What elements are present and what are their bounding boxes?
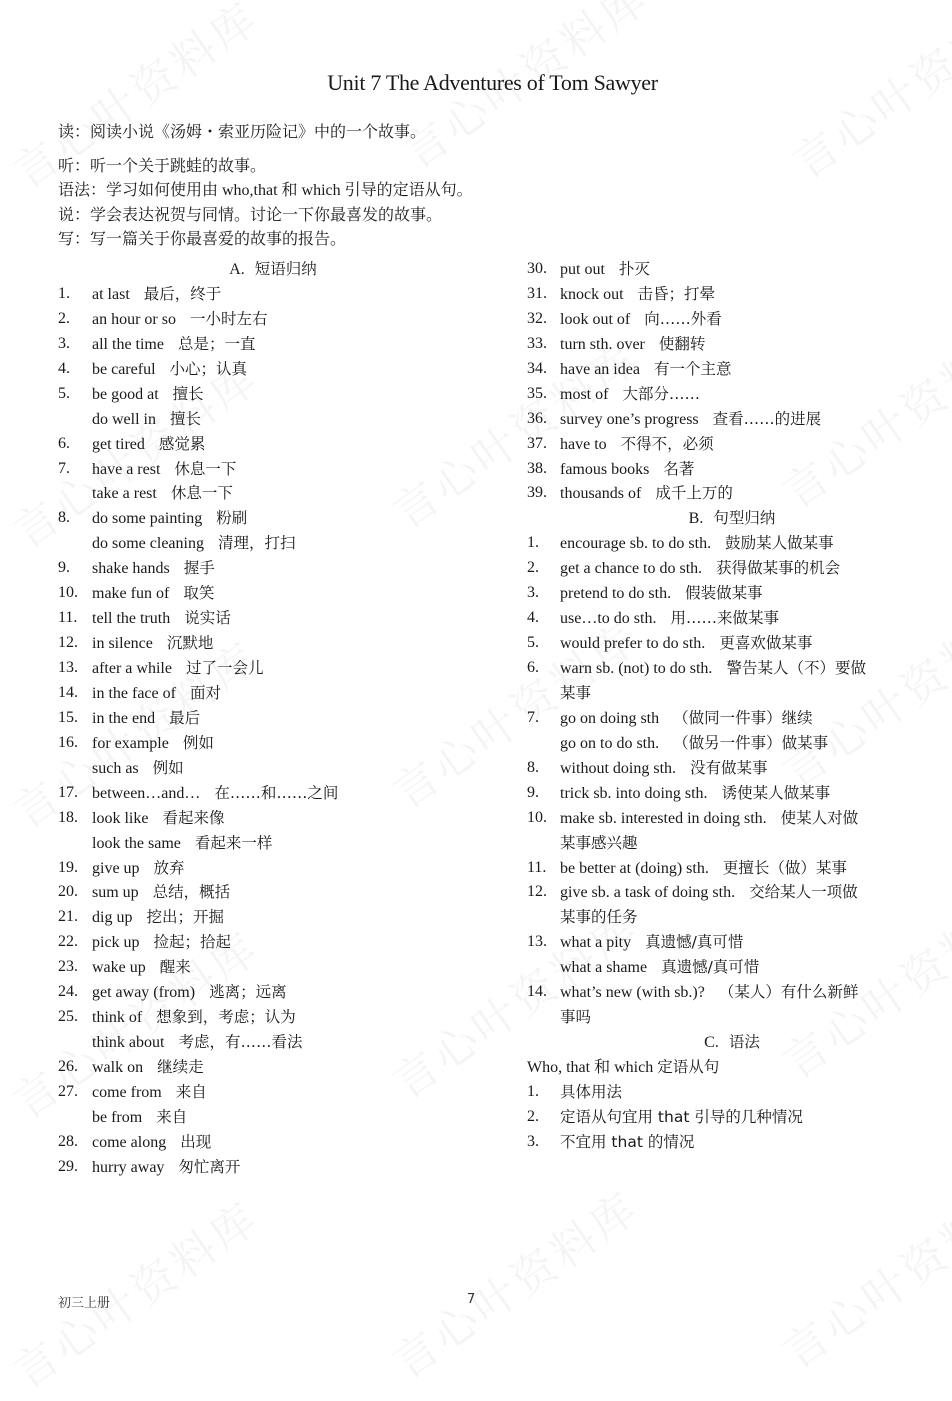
list-item xyxy=(527,806,897,831)
item-chinese: 取笑 xyxy=(183,584,215,603)
list-item xyxy=(58,556,488,581)
item-chinese: 某事的任务 xyxy=(560,908,638,927)
item-number: 10. xyxy=(58,584,78,602)
list-item xyxy=(58,1130,488,1155)
list-item xyxy=(58,806,488,831)
item-chinese: 真遗憾/真可惜 xyxy=(661,958,760,977)
item-chinese: （做另一件事）做某事 xyxy=(673,733,829,752)
item-english: think of xyxy=(92,1009,143,1027)
item-english: what a pity xyxy=(560,934,632,952)
section-letter: C. xyxy=(704,1034,719,1052)
item-chinese: 捡起；拾起 xyxy=(153,933,232,952)
item-english: most of xyxy=(560,385,609,403)
list-item xyxy=(527,382,897,407)
list-item xyxy=(527,631,897,656)
list-item xyxy=(58,531,488,556)
item-number: 16. xyxy=(58,733,78,751)
list-item xyxy=(58,1080,488,1105)
item-english: make fun of xyxy=(92,585,170,603)
item-chinese: 沉默地 xyxy=(166,634,214,653)
list-item xyxy=(58,930,488,955)
item-chinese: 诱使某人做某事 xyxy=(721,783,831,802)
list-item xyxy=(58,506,488,531)
list-item xyxy=(527,1080,897,1105)
list-item xyxy=(58,856,488,881)
intro-write: 写：写一篇关于你最喜爱的故事的报告。 xyxy=(58,231,347,249)
item-number: 1. xyxy=(58,284,70,302)
item-text: 具体用法 xyxy=(560,1082,623,1101)
list-item xyxy=(527,332,897,357)
list-item xyxy=(58,656,488,681)
item-english: come from xyxy=(92,1083,162,1101)
item-chinese: 握手 xyxy=(183,559,215,578)
item-number: 4. xyxy=(527,609,539,627)
item-number: 13. xyxy=(527,933,547,951)
list-item xyxy=(527,457,897,482)
item-number: 14. xyxy=(527,983,547,1001)
grammar-list xyxy=(527,1080,897,1155)
list-item xyxy=(58,1005,488,1030)
item-number: 4. xyxy=(58,359,70,377)
item-number: 36. xyxy=(527,409,547,427)
list-item xyxy=(527,980,897,1005)
item-chinese: 扑灭 xyxy=(618,260,650,278)
item-english: pretend to do sth. xyxy=(560,585,672,603)
list-item xyxy=(58,581,488,606)
item-english: survey one’s progress xyxy=(560,410,699,428)
grammar-subtitle-en: Who, that 和 which xyxy=(527,1059,654,1076)
item-chinese: 擅长 xyxy=(172,384,204,403)
page-number: 7 xyxy=(467,1292,476,1307)
item-number: 31. xyxy=(527,284,547,302)
item-chinese: 名著 xyxy=(663,459,695,478)
item-english: do some cleaning xyxy=(92,535,204,553)
item-number: 21. xyxy=(58,908,78,926)
item-english: in the face of xyxy=(92,684,176,702)
list-item xyxy=(58,407,488,432)
item-number: 33. xyxy=(527,334,547,352)
list-item xyxy=(527,905,897,930)
item-english: what a shame xyxy=(560,959,648,977)
list-item xyxy=(58,1105,488,1130)
left-column xyxy=(58,257,488,1180)
intro-objectives xyxy=(58,121,473,253)
list-item xyxy=(527,880,897,905)
item-english: give up xyxy=(92,859,140,877)
item-number: 17. xyxy=(58,783,78,801)
item-number: 6. xyxy=(58,434,70,452)
section-title: 语法 xyxy=(728,1033,760,1052)
item-chinese: 来自 xyxy=(156,1107,188,1126)
list-item xyxy=(58,606,488,631)
item-number: 5. xyxy=(527,634,539,652)
section-letter: B. xyxy=(688,510,704,528)
item-number: 8. xyxy=(527,758,539,776)
item-english: wake up xyxy=(92,959,146,977)
item-chinese: 例如 xyxy=(182,733,214,752)
item-english: without doing sth. xyxy=(560,759,677,777)
item-english: come along xyxy=(92,1133,167,1151)
item-number: 9. xyxy=(527,783,539,801)
item-number: 14. xyxy=(58,683,78,701)
list-item xyxy=(527,781,897,806)
list-item xyxy=(58,432,488,457)
list-item xyxy=(58,831,488,856)
item-number: 1. xyxy=(527,534,539,552)
item-english: have a rest xyxy=(92,460,161,478)
item-number: 3. xyxy=(527,584,539,602)
list-item xyxy=(527,756,897,781)
item-english: get a chance to do sth. xyxy=(560,560,703,578)
item-number: 37. xyxy=(527,434,547,452)
item-english: walk on xyxy=(92,1059,144,1076)
item-english: encourage sb. to do sth. xyxy=(560,535,712,553)
list-item xyxy=(527,930,897,955)
list-item xyxy=(527,831,897,856)
section-title: 短语归纳 xyxy=(254,260,317,278)
item-chinese: 大部分…… xyxy=(622,384,700,403)
list-item xyxy=(58,1030,488,1055)
item-chinese: 看起来像 xyxy=(162,808,225,827)
item-chinese: 有一个主意 xyxy=(653,359,732,378)
list-item xyxy=(527,1130,897,1155)
item-chinese: 醒来 xyxy=(159,958,191,977)
item-chinese: 面对 xyxy=(189,683,221,702)
item-chinese: 总是；一直 xyxy=(177,334,256,353)
list-item xyxy=(58,332,488,357)
item-english: do some painting xyxy=(92,510,203,528)
list-item xyxy=(58,1055,488,1080)
section-letter: A. xyxy=(229,261,245,278)
item-number: 9. xyxy=(58,559,70,577)
item-chinese: 例如 xyxy=(152,758,184,777)
item-english: such as xyxy=(92,759,139,777)
item-chinese: （某人）有什么新鲜 xyxy=(718,983,859,1002)
list-item xyxy=(527,656,897,681)
item-number: 13. xyxy=(58,659,78,676)
item-chinese: 挖出；开掘 xyxy=(146,908,224,927)
item-number: 27. xyxy=(58,1082,78,1100)
item-number: 32. xyxy=(527,309,547,327)
list-item xyxy=(58,357,488,382)
item-english: have an idea xyxy=(560,360,640,378)
item-number: 11. xyxy=(58,609,78,627)
item-english: trick sb. into doing sth. xyxy=(560,784,708,802)
item-number: 7. xyxy=(527,708,539,726)
item-english: be good at xyxy=(92,385,159,403)
list-item xyxy=(527,481,897,506)
list-item xyxy=(58,955,488,980)
item-chinese: 最后 xyxy=(169,708,201,727)
phrase-list xyxy=(58,282,488,1180)
item-english: at last xyxy=(92,285,130,303)
item-english: all the time xyxy=(92,335,164,353)
item-number: 39. xyxy=(527,484,547,502)
section-title: 句型归纳 xyxy=(713,509,776,528)
item-english: go on to do sth. xyxy=(560,734,660,752)
item-chinese: 来自 xyxy=(175,1082,207,1101)
item-number: 28. xyxy=(58,1132,78,1150)
list-item xyxy=(527,1105,897,1130)
item-chinese: 看起来一样 xyxy=(194,833,273,852)
item-english: thousands of xyxy=(560,485,642,503)
item-english: give sb. a task of doing sth. xyxy=(560,884,736,902)
footer-label: 初三上册 xyxy=(58,1296,111,1311)
section-a-heading xyxy=(58,257,488,282)
item-number: 24. xyxy=(58,983,78,1001)
item-chinese: 擅长 xyxy=(170,409,202,428)
item-number: 19. xyxy=(58,858,78,876)
item-english: look out of xyxy=(560,310,631,328)
item-chinese: 出现 xyxy=(180,1132,212,1151)
item-chinese: 获得做某事的机会 xyxy=(716,559,841,578)
item-chinese: 使某人对做 xyxy=(780,808,859,827)
item-number: 3. xyxy=(58,334,70,352)
item-english: take a rest xyxy=(92,485,157,503)
item-number: 20. xyxy=(58,883,78,901)
item-english: go on doing sth xyxy=(560,709,660,727)
item-number: 23. xyxy=(58,958,78,976)
item-number: 26. xyxy=(58,1058,78,1075)
item-english: think about xyxy=(92,1034,165,1052)
list-item xyxy=(58,631,488,656)
item-english: look like xyxy=(92,809,149,827)
intro-read: 读：阅读小说《汤姆・索亚历险记》中的一个故事。 xyxy=(58,124,427,141)
list-item xyxy=(58,481,488,506)
item-chinese: 逃离；远离 xyxy=(209,983,287,1002)
item-number: 25. xyxy=(58,1008,78,1026)
list-item xyxy=(527,257,897,282)
item-english: knock out xyxy=(560,285,624,303)
item-chinese: 成千上万的 xyxy=(655,484,733,503)
list-item xyxy=(58,756,488,781)
list-item xyxy=(58,457,488,482)
list-item xyxy=(527,307,897,332)
list-item xyxy=(58,781,488,806)
item-number: 15. xyxy=(58,708,78,726)
item-chinese: 过了一会儿 xyxy=(185,659,264,677)
item-chinese: 使翻转 xyxy=(658,334,706,353)
page-title: Unit 7 The Adventures of Tom Sawyer xyxy=(327,70,658,95)
item-chinese: 假装做某事 xyxy=(685,584,763,603)
item-number: 2. xyxy=(58,309,70,327)
phrase-list-continued xyxy=(527,257,897,506)
item-chinese: 向……外看 xyxy=(644,309,722,328)
item-english: an hour or so xyxy=(92,310,176,328)
item-chinese: 清理，打扫 xyxy=(217,534,296,553)
item-number: 35. xyxy=(527,384,547,402)
item-text: 定语从句宜用 that 引导的几种情况 xyxy=(560,1107,803,1126)
item-number: 2. xyxy=(527,559,539,577)
list-item xyxy=(58,282,488,307)
item-english: look the same xyxy=(92,834,181,852)
section-c-heading xyxy=(527,1030,897,1055)
item-number: 18. xyxy=(58,808,78,826)
list-item xyxy=(527,706,897,731)
list-item xyxy=(58,880,488,905)
list-item xyxy=(527,531,897,556)
list-item xyxy=(527,556,897,581)
item-english: between…and… xyxy=(92,784,201,802)
item-number: 7. xyxy=(58,459,70,477)
item-number: 38. xyxy=(527,459,547,477)
item-english: hurry away xyxy=(92,1158,165,1176)
item-english: sum up xyxy=(92,884,139,902)
item-english: have to xyxy=(560,435,607,453)
item-number: 11. xyxy=(527,858,547,876)
list-item xyxy=(58,980,488,1005)
list-item xyxy=(58,731,488,756)
list-item xyxy=(527,856,897,881)
list-item xyxy=(58,382,488,407)
item-english: use…to do sth. xyxy=(560,610,657,628)
item-chinese: 在……和……之间 xyxy=(214,783,339,802)
item-chinese: 继续走 xyxy=(157,1058,204,1076)
item-number: 10. xyxy=(527,808,547,826)
right-column xyxy=(527,257,897,1155)
item-chinese: 某事感兴趣 xyxy=(560,833,638,852)
intro-listen: 听：听一个关于跳蛙的故事。 xyxy=(58,157,267,175)
item-chinese: 鼓励某人做某事 xyxy=(725,534,834,553)
item-number: 30. xyxy=(527,260,547,277)
intro-grammar: 语法：学习如何使用由 who,that 和 which 引导的定语从句。 xyxy=(58,182,473,200)
item-text: 不宜用 that 的情况 xyxy=(560,1132,695,1151)
item-number: 12. xyxy=(58,634,78,652)
item-english: put out xyxy=(560,261,605,278)
intro-speak: 说：学会表达祝贺与同情。讨论一下你最喜发的故事。 xyxy=(58,206,443,224)
item-english: in silence xyxy=(92,635,153,653)
item-english: pick up xyxy=(92,934,140,952)
item-english: make sb. interested in doing sth. xyxy=(560,809,767,827)
item-chinese: 感觉累 xyxy=(158,434,206,453)
item-english: after a while xyxy=(92,660,172,677)
item-chinese: 想象到，考虑；认为 xyxy=(156,1008,296,1027)
item-chinese: （做同一件事）继续 xyxy=(673,708,813,727)
item-chinese: 击昏；打晕 xyxy=(637,284,716,303)
item-english: be better at (doing) sth. xyxy=(560,859,709,877)
list-item xyxy=(58,905,488,930)
list-item xyxy=(527,357,897,382)
item-number: 3. xyxy=(527,1132,539,1150)
item-number: 1. xyxy=(527,1082,539,1100)
section-b-heading xyxy=(527,506,897,531)
grammar-subtitle xyxy=(527,1055,897,1080)
item-english: be careful xyxy=(92,360,156,378)
list-item xyxy=(527,955,897,980)
item-number: 8. xyxy=(58,509,70,527)
list-item xyxy=(527,581,897,606)
item-chinese: 匆忙离开 xyxy=(178,1157,241,1176)
item-chinese: 粉刷 xyxy=(216,509,248,528)
item-chinese: 休息一下 xyxy=(174,459,237,478)
item-english: tell the truth xyxy=(92,610,171,628)
item-chinese: 真遗憾/真可惜 xyxy=(645,933,744,952)
list-item xyxy=(58,1155,488,1180)
item-english: dig up xyxy=(92,909,133,927)
item-chinese: 总结，概括 xyxy=(152,883,231,902)
item-english: in the end xyxy=(92,709,156,727)
item-chinese: 休息一下 xyxy=(170,484,233,503)
list-item xyxy=(527,731,897,756)
list-item xyxy=(527,606,897,631)
item-chinese: 事吗 xyxy=(560,1008,592,1027)
item-english: for example xyxy=(92,734,169,752)
item-number: 12. xyxy=(527,883,547,901)
item-chinese: 放弃 xyxy=(153,858,185,877)
item-chinese: 更擅长（做）某事 xyxy=(722,858,847,877)
item-chinese: 没有做某事 xyxy=(690,758,768,777)
item-chinese: 考虑，有……看法 xyxy=(178,1033,303,1052)
grammar-subtitle-zh: 定语从句 xyxy=(657,1058,720,1076)
item-chinese: 用……来做某事 xyxy=(670,609,779,628)
item-number: 5. xyxy=(58,384,70,402)
item-chinese: 最后，终于 xyxy=(143,284,222,303)
item-number: 29. xyxy=(58,1157,78,1175)
item-english: get away (from) xyxy=(92,984,196,1002)
item-chinese: 某事 xyxy=(560,683,592,702)
item-english: do well in xyxy=(92,410,156,428)
item-english: warn sb. (not) to do sth. xyxy=(560,660,713,677)
item-chinese: 小心；认真 xyxy=(169,359,248,378)
item-english: shake hands xyxy=(92,560,170,578)
item-chinese: 查看……的进展 xyxy=(712,409,822,428)
list-item xyxy=(58,681,488,706)
item-chinese: 更喜欢做某事 xyxy=(719,634,813,653)
item-number: 22. xyxy=(58,933,78,951)
list-item xyxy=(527,407,897,432)
item-english: famous books xyxy=(560,460,650,478)
sentence-pattern-list xyxy=(527,531,897,1030)
item-chinese: 说实话 xyxy=(184,609,231,628)
list-item xyxy=(527,282,897,307)
item-number: 34. xyxy=(527,359,547,377)
item-number: 2. xyxy=(527,1107,539,1125)
item-english: turn sth. over xyxy=(560,335,645,353)
item-chinese: 警告某人（不）要做 xyxy=(726,659,866,677)
list-item xyxy=(58,307,488,332)
item-english: would prefer to do sth. xyxy=(560,635,706,653)
item-english: get tired xyxy=(92,435,145,453)
list-item xyxy=(58,706,488,731)
list-item xyxy=(527,681,897,706)
item-chinese: 一小时左右 xyxy=(189,309,268,328)
item-chinese: 不得不，必须 xyxy=(620,434,714,453)
item-english: be from xyxy=(92,1108,143,1126)
list-item xyxy=(527,1005,897,1030)
list-item xyxy=(527,432,897,457)
item-chinese: 交给某人一项做 xyxy=(749,883,858,902)
item-number: 6. xyxy=(527,659,539,676)
item-english: what’s new (with sb.)? xyxy=(560,984,705,1002)
